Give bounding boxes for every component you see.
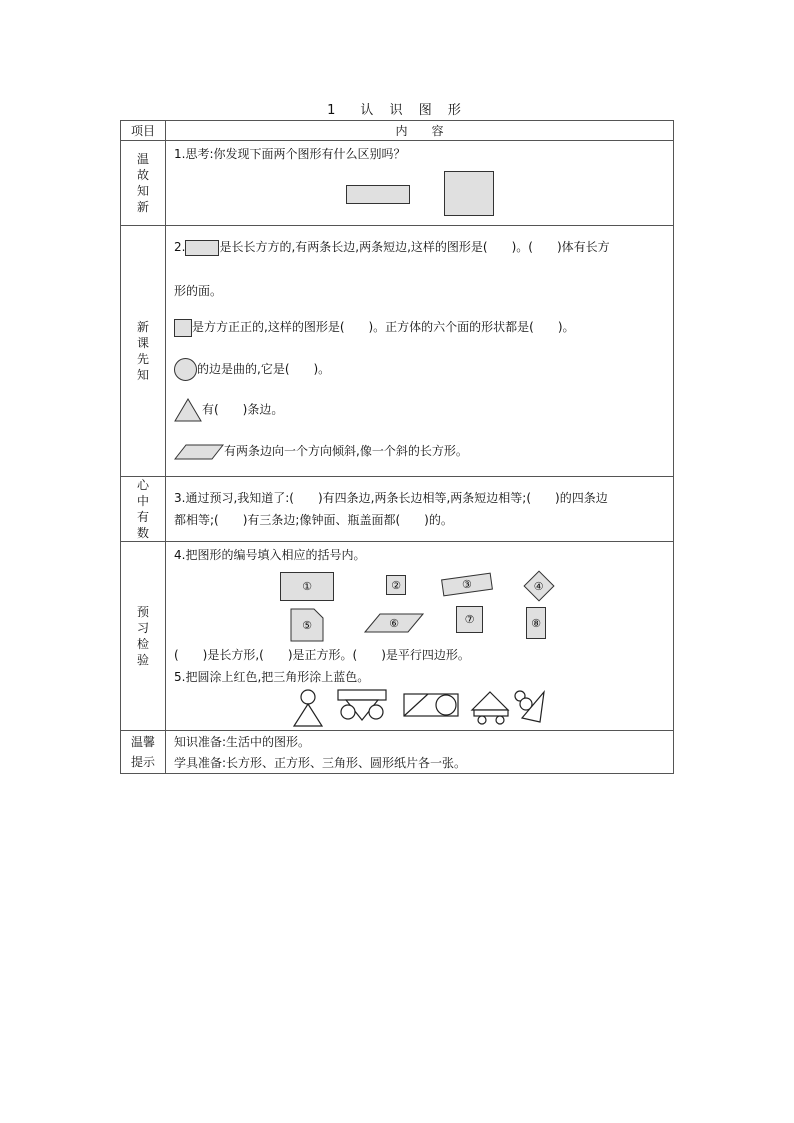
question-2-line-5: 有( )条边。: [174, 398, 283, 422]
square-figure: [444, 171, 494, 216]
question-4-answer: ( )是长方形,( )是正方形。( )是平行四边形。: [174, 648, 470, 662]
shape-5-label: ⑤: [302, 618, 312, 632]
figure-cart: [338, 690, 386, 720]
parallelogram-icon: [174, 444, 224, 460]
square-icon: [174, 319, 192, 337]
shape-1-rectangle: ①: [280, 572, 334, 601]
question-3-line-1: 3.通过预习,我知道了:( )有四条边,两条长边相等,两条短边相等;( )的四条边: [174, 491, 608, 505]
figure-car: [472, 692, 508, 724]
shape-7-square: ⑦: [456, 606, 483, 633]
cell-mind: [166, 477, 674, 542]
triangle-icon: [174, 398, 202, 422]
figure-rect-circle: [404, 694, 458, 716]
shape-6-label: ⑥: [389, 616, 399, 630]
label-preview: 新 课 先 知: [121, 226, 166, 477]
question-2-line-4: 的边是曲的,它是( )。: [174, 358, 330, 381]
shape-figures-row: [286, 688, 706, 728]
question-2-line-6: 有两条边向一个方向倾斜,像一个斜的长方形。: [174, 442, 468, 460]
page-title: 1 认 识 图 形: [327, 103, 467, 118]
tip-2: 学具准备:长方形、正方形、三角形、圆形纸片各一张。: [174, 756, 467, 770]
cell-check: [166, 542, 674, 731]
shape-8-rectangle: ⑧: [526, 607, 546, 639]
label-mind: 心 中 有 数: [121, 477, 166, 542]
figure-person: [294, 690, 322, 726]
shape-3-tilted-rectangle: ③: [441, 573, 493, 597]
question-2-line-3: 是方方正正的,这样的图形是( )。正方体的六个面的形状都是( )。: [174, 318, 575, 337]
tip-1: 知识准备:生活中的图形。: [174, 735, 311, 749]
figure-circles-triangle: [515, 691, 544, 722]
question-1: 1.思考:你发现下面两个图形有什么区别吗？: [174, 147, 406, 161]
shape-4-diamond: ④: [523, 570, 554, 601]
label-check: 预 习 检 验: [121, 542, 166, 731]
question-2-line-1: 2. 是长长方方的,有两条长边,两条短边,这样的图形是( )。( )体有长方: [174, 240, 610, 254]
question-4: 4.把图形的编号填入相应的括号内。: [174, 548, 366, 562]
shape-2-square: ②: [386, 575, 406, 595]
circle-icon: [174, 358, 197, 381]
rectangle-figure: [346, 185, 410, 204]
header-content: 内 容: [166, 121, 674, 141]
question-5: 5.把圆涂上红色,把三角形涂上蓝色。: [174, 670, 370, 684]
header-item: 项目: [121, 121, 166, 141]
question-3-line-2: 都相等;( )有三条边;像钟面、瓶盖面都( )的。: [174, 513, 453, 527]
worksheet-table: [120, 120, 674, 774]
rectangle-icon: [185, 240, 219, 256]
label-tips: 温馨 提示: [121, 731, 166, 774]
cell-review: [166, 141, 674, 226]
label-review: 温 故 知 新: [121, 141, 166, 226]
cell-tips: [166, 731, 674, 774]
cell-preview: [166, 226, 674, 477]
question-2-line-2: 形的面。: [174, 284, 223, 298]
